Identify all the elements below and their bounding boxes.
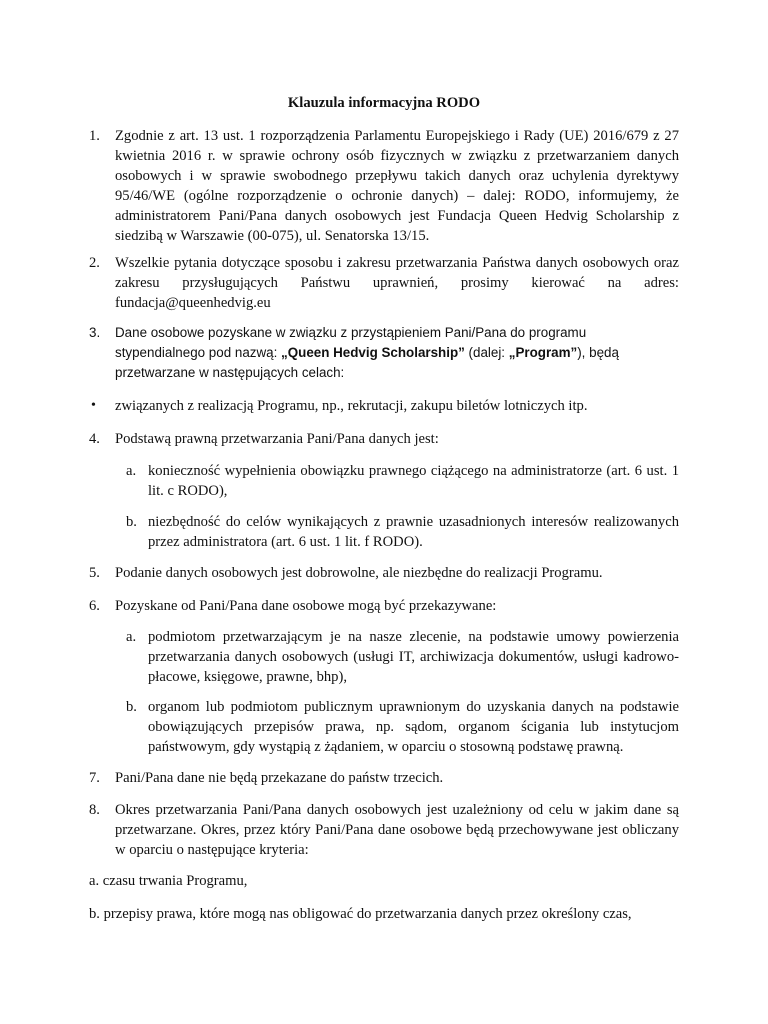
sub-item-letter: b. (126, 699, 137, 715)
list-item-4 (89, 429, 679, 449)
item-text: Zgodnie z art. 13 ust. 1 rozporządzenia Parlamentu Europejskiego i Rady (UE) 2016/679 z 27 kwietnia 2016 r. w sprawie ochrony osób fizycznych w związku z przetwarzaniem danych osobowych i w sprawie swobodnego przepływu takich danych oraz uchylenia dyrektywy 95/46/WE (ogólne rozporządzenie o ochronie danych) – dalej: RODO, informujemy, że administratorem Pani/Pana danych osobowych jest Fundacja Queen Hedvig Scholarship z siedzibą w Warszawie (00-075), ul. Senatorska 13/15. (115, 128, 679, 244)
item-number: 5. (89, 565, 100, 581)
sub-item-6b (122, 697, 679, 757)
item-text: Pozyskane od Pani/Pana dane osobowe mogą być przekazywane: (115, 598, 497, 614)
bullet-icon: • (91, 398, 96, 413)
sub-item-letter: a. (126, 629, 137, 645)
list-item-2 (89, 253, 679, 313)
sub-item-text: podmiotom przetwarzającym je na nasze zlecenie, na podstawie umowy powierzenia przetwarzania danych osobowych (usługi IT, archiwizacja dokumentów, usługi kadrowo-płacowe, księgowe, prawne, bhp), (148, 629, 679, 685)
list-item-7 (89, 768, 679, 788)
item-number: 1. (89, 128, 100, 144)
sub-item-4a (122, 461, 679, 501)
item-number: 6. (89, 598, 100, 614)
item-text-part: (dalej: (464, 345, 509, 360)
item-text: Podstawą prawną przetwarzania Pani/Pana danych jest: (115, 431, 439, 447)
item-text-part: Dane osobowe pozyskane w związku z przystąpieniem Pani/Pana do programu stypendialnego pod nazwą: (115, 325, 587, 360)
sub-item-letter: a. (126, 463, 137, 479)
item-text: Wszelkie pytania dotyczące sposobu i zakresu przetwarzania Państwa danych osobowych oraz zakresu przysługujących Państwu uprawnień, prosimy kierować na adres: fundacja@queenhedvig.eu (115, 255, 679, 311)
item-text: Pani/Pana dane nie będą przekazane do państw trzecich. (115, 770, 444, 786)
list-bullet (89, 396, 679, 416)
sub-item-text: organom lub podmiotom publicznym uprawnionym do uzyskania danych na podstawie obowiązujących przepisów prawa, np. sądom, organom ścigania lub instytucjom państwowym, gdy wystąpią z żądaniem, w oparciu o stosowną podstawę prawną. (148, 699, 679, 755)
list-item-5 (89, 563, 679, 583)
document-title: Klauzula informacyjna RODO (287, 95, 481, 111)
list-item-6 (89, 596, 679, 616)
bullet-text: związanych z realizacją Programu, np., rekrutacji, zakupu biletów lotniczych itp. (115, 398, 588, 414)
sub-item-text: niezbędność do celów wynikających z prawnie uzasadnionych interesów realizowanych przez administratora (art. 6 ust. 1 lit. f RODO). (148, 514, 679, 550)
list-item-8 (89, 800, 679, 860)
sub-item-6a (122, 627, 679, 687)
program-name: „Queen Hedvig Scholarship” (281, 345, 465, 360)
criterion-a: a. czasu trwania Programu, (89, 873, 248, 889)
item-number: 3. (89, 325, 101, 340)
item-number: 2. (89, 255, 100, 271)
sub-item-text: konieczność wypełnienia obowiązku prawnego ciążącego na administratorze (art. 6 ust. 1 lit. c RODO), (148, 463, 679, 499)
item-text-part: ), będą przetwarzane w następujących celach: (115, 345, 619, 380)
sub-item-letter: b. (126, 514, 137, 530)
item-number: 7. (89, 770, 100, 786)
sub-item-4b (122, 512, 679, 552)
list-item-3 (89, 323, 679, 383)
item-number: 8. (89, 802, 100, 818)
item-text: Podanie danych osobowych jest dobrowolne, ale niezbędne do realizacji Programu. (115, 565, 603, 581)
program-short-name: „Program” (508, 345, 578, 360)
criterion-b: b. przepisy prawa, które mogą nas obligować do przetwarzania danych przez określony czas, (89, 906, 632, 922)
item-text (115, 323, 679, 383)
item-number: 4. (89, 431, 100, 447)
list-item-1 (89, 126, 679, 246)
item-text: Okres przetwarzania Pani/Pana danych osobowych jest uzależniony od celu w jakim dane są przetwarzane. Okres, przez który Pani/Pana dane osobowe będą przechowywane jest obliczany w oparciu o następujące kryteria: (115, 802, 679, 858)
